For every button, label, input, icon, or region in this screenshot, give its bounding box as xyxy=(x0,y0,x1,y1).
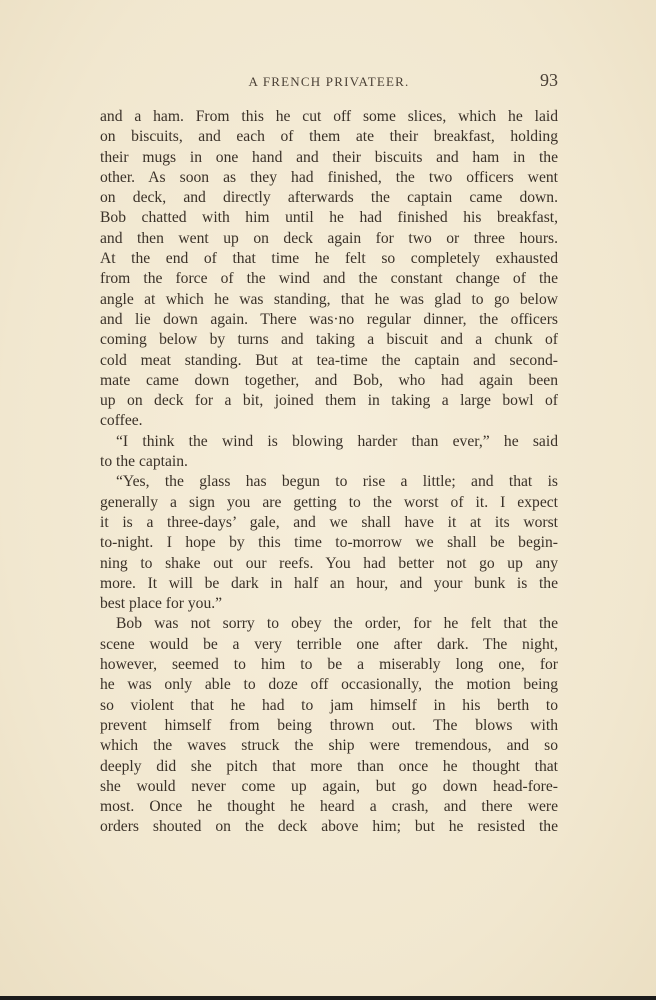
text-line: cold meat standing. But at tea-time the captain and second- xyxy=(100,351,558,369)
text-line: Bob chatted with him until he had finished his breakfast, xyxy=(100,209,558,227)
text-line: and a ham. From this he cut off some slices, which he laid xyxy=(100,108,558,125)
text-line: up on deck for a bit, joined them in taking a large bowl of xyxy=(100,392,558,410)
running-head xyxy=(100,70,558,94)
text-line: generally a sign you are getting to the worst of it. I expect xyxy=(100,493,558,511)
body-text xyxy=(100,107,558,838)
text-line: she would never come up again, but go down head-fore- xyxy=(100,777,558,795)
text-line: to-night. I hope by this time to-morrow we shall be begin- xyxy=(100,534,558,552)
text-line: on deck, and directly afterwards the captain came down. xyxy=(100,189,558,207)
text-line: prevent himself from being thrown out. The blows with xyxy=(100,716,558,734)
text-line: their mugs in one hand and their biscuits and ham in the xyxy=(100,148,558,166)
text-line: however, seemed to him to be a miserably long one, for xyxy=(100,656,558,674)
text-line: from the force of the wind and the constant change of the xyxy=(100,270,558,288)
text-line: other. As soon as they had finished, the two officers went xyxy=(100,168,558,186)
text-line: and then went up on deck again for two or three hours. xyxy=(100,229,558,247)
text-line: mate came down together, and Bob, who had again been xyxy=(100,371,558,389)
text-line: ning to shake out our reefs. You had better not go up any xyxy=(100,554,558,572)
page-number: 93 xyxy=(540,70,558,90)
running-title: A FRENCH PRIVATEER. xyxy=(248,74,410,89)
text-line: angle at which he was standing, that he was glad to go below xyxy=(100,290,558,308)
text-line: most. Once he thought he heard a crash, and there were xyxy=(100,798,558,816)
text-line: so violent that he had to jam himself in his berth to xyxy=(100,696,558,714)
text-line: it is a three-days’ gale, and we shall have it at its worst xyxy=(100,513,558,531)
text-line: best place for you.” xyxy=(100,595,223,613)
text-line: coffee. xyxy=(100,412,143,430)
text-line: coming below by turns and taking a biscuit and a chunk of xyxy=(100,331,558,349)
text-line: “Yes, the glass has begun to rise a little; and that is xyxy=(116,473,558,491)
text-line: on biscuits, and each of them ate their breakfast, holding xyxy=(100,128,558,146)
text-line: deeply did she pitch that more than once he thought that xyxy=(100,757,558,775)
text-line: scene would be a very terrible one after dark. The night, xyxy=(100,635,558,653)
text-line: and lie down again. There was·no regular dinner, the officers xyxy=(100,310,558,328)
text-line: which the waves struck the ship were tremendous, and so xyxy=(100,737,558,755)
text-line: he was only able to doze off occasionally, the motion being xyxy=(100,676,558,694)
text-line: Bob was not sorry to obey the order, for he felt that the xyxy=(116,615,558,633)
text-line: At the end of that time he felt so completely exhausted xyxy=(100,250,558,268)
text-line: to the captain. xyxy=(100,453,188,471)
text-line: more. It will be dark in half an hour, and your bunk is the xyxy=(100,574,558,592)
text-line: “I think the wind is blowing harder than ever,” he said xyxy=(116,432,558,450)
page-bottom-edge xyxy=(0,996,656,1000)
text-line: orders shouted on the deck above him; but he resisted the xyxy=(100,818,558,836)
